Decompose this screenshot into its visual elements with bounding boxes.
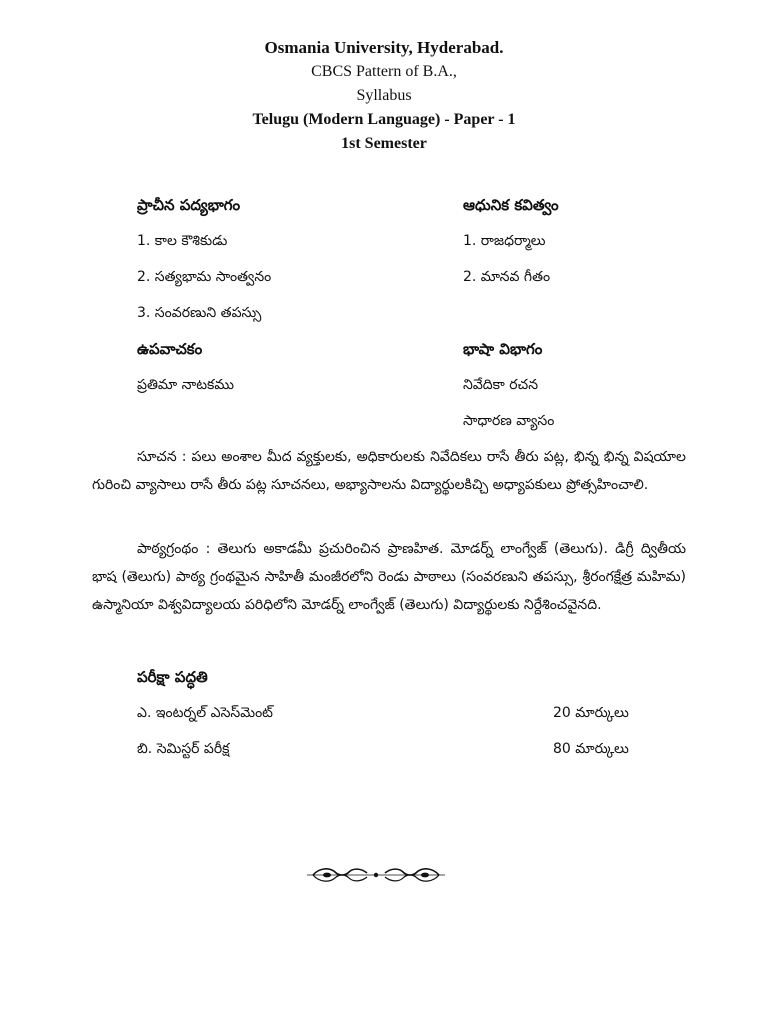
pattern-line: CBCS Pattern of B.A., [311,63,457,80]
exam-pattern-heading: పరీక్షా పద్ధతి [137,668,208,686]
list-item: నివేదికా రచన [463,377,539,393]
document-header [0,36,768,156]
ancient-poetry-section [137,187,437,331]
list-item: ప్రతిమా నాటకము [137,377,234,393]
list-item: 3. సంవరణుని తపస్సు [137,305,262,321]
syllabus-line: Syllabus [356,87,412,104]
university-title: Osmania University, Hyderabad. [264,38,504,57]
section-heading: భాషా విభాగం [463,340,543,358]
list-item: 2. సత్యభామ సాంత్వనం [137,269,272,285]
non-detailed-section [137,331,437,403]
modern-poetry-section [463,187,703,295]
language-section [463,331,703,439]
list-item: 2. మానవ గీతం [463,269,551,285]
list-item: 1. కాల కౌశికుడు [137,233,228,249]
scroll-flourish-icon [305,863,447,887]
exam-row [137,695,657,731]
exam-row-label: బి. సెమిస్టర్ పరీక్ష [137,741,230,757]
list-item: సాధారణ వ్యాసం [463,413,555,429]
semester-title: 1st Semester [341,135,427,152]
note-paragraph: సూచన : పలు అంశాల మీద వ్యక్తులకు, అధికారులకు నివేదికలు రాసే తీరు పట్ల, భిన్న భిన్న విషయాల గురించి వ్యాసాలు రాసే తీరు పట్ల సూచనలు, అభ్యాసాలను విద్యార్థులకిచ్చి అధ్యాపకులు ప్రోత్సహించాలి. [92,449,686,493]
exam-row-marks: 80 మార్కులు [553,741,629,757]
section-heading: ప్రాచీన పద్యభాగం [137,196,241,214]
exam-row-label: ఎ. ఇంటర్నల్ ఎసెస్‌మెంట్ [137,705,273,721]
exam-row [137,731,657,767]
exam-row-marks: 20 మార్కులు [553,705,629,721]
section-heading: ఆధునిక కవిత్వం [463,196,559,214]
textbook-paragraph: పాఠ్యగ్రంథం : తెలుగు అకాడమీ ప్రచురించిన ప్రాణహిత. మోడర్న్ లాంగ్వేజ్ (తెలుగు). డిగ్రీ ద్వితీయ భాష (తెలుగు) పాఠ్య గ్రంథమైన సాహితీ మంజీరలోని రెండు పాఠాలు (సంవరణుని తపస్సు, శ్రీరంగక్షేత్ర మహిమ) ఉస్మానియా విశ్వవిద్యాలయ పరిధిలోని మోడర్న్ లాంగ్వేజ్ (తెలుగు) విద్యార్థులకు నిర్దేశించవైనది. [92,541,686,613]
list-item: 1. రాజధర్మాలు [463,233,546,249]
section-heading: ఉపవాచకం [137,340,203,358]
paper-title: Telugu (Modern Language) - Paper - 1 [252,111,516,128]
